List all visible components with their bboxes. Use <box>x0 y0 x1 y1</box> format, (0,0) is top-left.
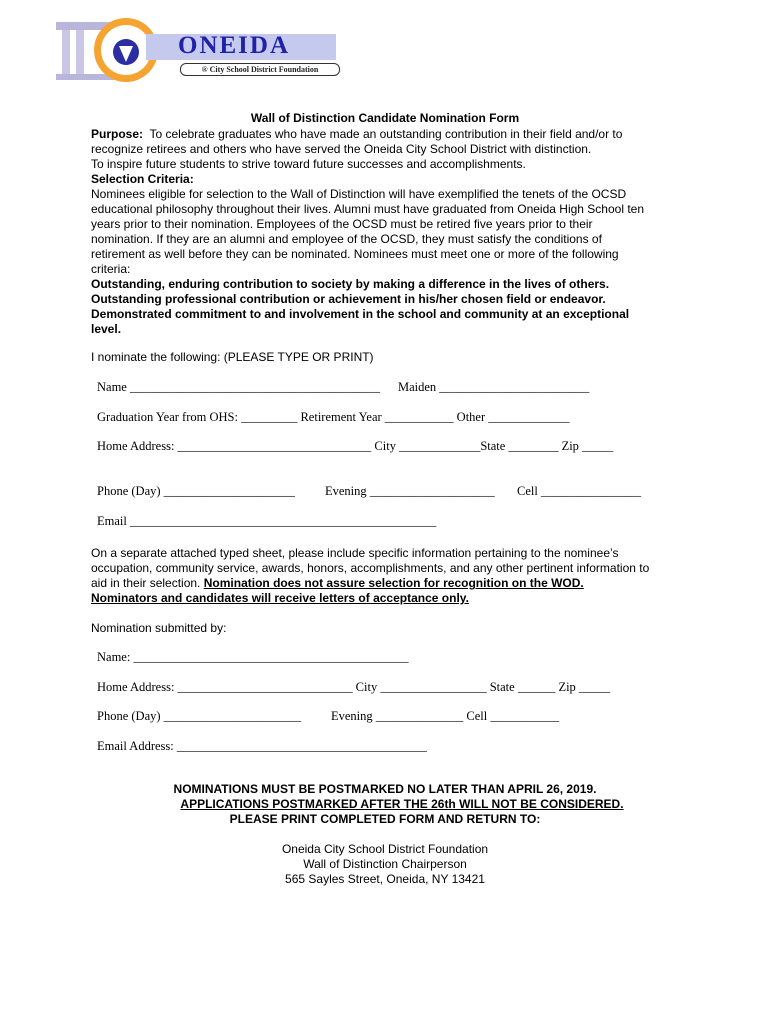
return-address-line: Oneida City School District Foundation <box>281 842 489 856</box>
no-guarantee-notice: Nomination does not assure selection for recognition on the WOD. <box>203 576 584 590</box>
nominee-phone-field[interactable]: Phone (Day) _____________________ <box>97 484 295 498</box>
nominee-email-field[interactable]: Email _________________________________________________ <box>97 514 437 528</box>
purpose-line-1: Purpose: To celebrate graduates who have made an outstanding contribution in their field and/or to <box>91 127 623 141</box>
return-instructions: PLEASE PRINT COMPLETED FORM AND RETURN TO: <box>229 812 541 826</box>
nominator-evening-cell-field[interactable]: Evening ______________ Cell ___________ <box>331 709 560 723</box>
criterion-bold: Outstanding professional contribution or achievement in his/her chosen field or endeavor. <box>91 292 606 306</box>
nominee-graduation-field[interactable]: Graduation Year from OHS: _________ Retirement Year ___________ Other _____________ <box>97 410 570 424</box>
nominee-name-field[interactable]: Name ________________________________________ <box>97 380 380 394</box>
form-title: Wall of Distinction Candidate Nomination Form <box>250 111 520 125</box>
criteria-line: retirement as well before they can be nominated. Nominees must meet one or more of the following <box>91 247 619 261</box>
nominate-intro: I nominate the following: (PLEASE TYPE OR PRINT) <box>91 350 374 364</box>
instructions-line: aid in their selection. Nomination does not assure selection for recognition on the WOD. <box>91 576 584 590</box>
criteria-line: educational philosophy throughout their lives. Alumni must have graduated from Oneida High School ten <box>91 202 645 216</box>
nominator-email-field[interactable]: Email Address: ________________________________________ <box>97 739 427 753</box>
logo-name: ONEIDA <box>178 32 291 59</box>
purpose-line-3: To inspire future students to strive toward future successes and accomplishments. <box>91 157 526 171</box>
return-address-line: 565 Sayles Street, Oneida, NY 13421 <box>285 872 485 886</box>
criterion-bold: level. <box>91 322 122 336</box>
criteria-line: years prior to their nomination. Employees of the OCSD must be retired five years prior to their <box>91 217 593 231</box>
nominee-maiden-field[interactable]: Maiden ________________________ <box>398 380 590 394</box>
logo-subtitle: ® City School District Foundation <box>180 63 340 76</box>
late-applications-notice: APPLICATIONS POSTMARKED AFTER THE 26th WILL NOT BE CONSIDERED. <box>180 797 624 811</box>
criteria-line: Nominees eligible for selection to the Wall of Distinction will have exemplified the tenets of the OCSD <box>91 187 627 201</box>
nominee-cell-field[interactable]: Cell ________________ <box>517 484 641 498</box>
foundation-logo <box>48 12 348 86</box>
registered-icon: ® <box>201 65 208 74</box>
criterion-bold: Demonstrated commitment to and involvement in the school and community at an exceptional <box>91 307 630 321</box>
acceptance-notice: Nominators and candidates will receive letters of acceptance only. <box>91 591 469 605</box>
nominee-address-field[interactable]: Home Address: _______________________________ City _____________State ________ Zip _____ <box>97 439 614 453</box>
deadline-notice: NOMINATIONS MUST BE POSTMARKED NO LATER THAN APRIL 26, 2019. <box>173 782 597 796</box>
criteria-line: criteria: <box>91 262 131 276</box>
nominee-evening-field[interactable]: Evening ____________________ <box>325 484 495 498</box>
criteria-line: nomination. If they are an alumni and employee of the OCSD, they must satisfy the conditions of <box>91 232 602 246</box>
nominator-name-field[interactable]: Name: ____________________________________________ <box>97 650 409 664</box>
purpose-line-2: recognize retirees and others who have served the Oneida City School District with distinction. <box>91 142 592 156</box>
instructions-line: On a separate attached typed sheet, please include specific information pertaining to the nominee’s <box>91 546 619 560</box>
return-address-line: Wall of Distinction Chairperson <box>303 857 467 871</box>
nominator-address-field[interactable]: Home Address: ____________________________ City _________________ State ______ Zip _____ <box>97 680 611 694</box>
submitted-by-label: Nomination submitted by: <box>91 621 227 635</box>
nominator-phone-field[interactable]: Phone (Day) ______________________ <box>97 709 302 723</box>
criteria-heading: Selection Criteria: <box>91 172 194 186</box>
instructions-line: occupation, community service, awards, honors, accomplishments, and any other pertinent information to <box>91 561 650 575</box>
criterion-bold: Outstanding, enduring contribution to society by making a difference in the lives of others. <box>91 277 610 291</box>
